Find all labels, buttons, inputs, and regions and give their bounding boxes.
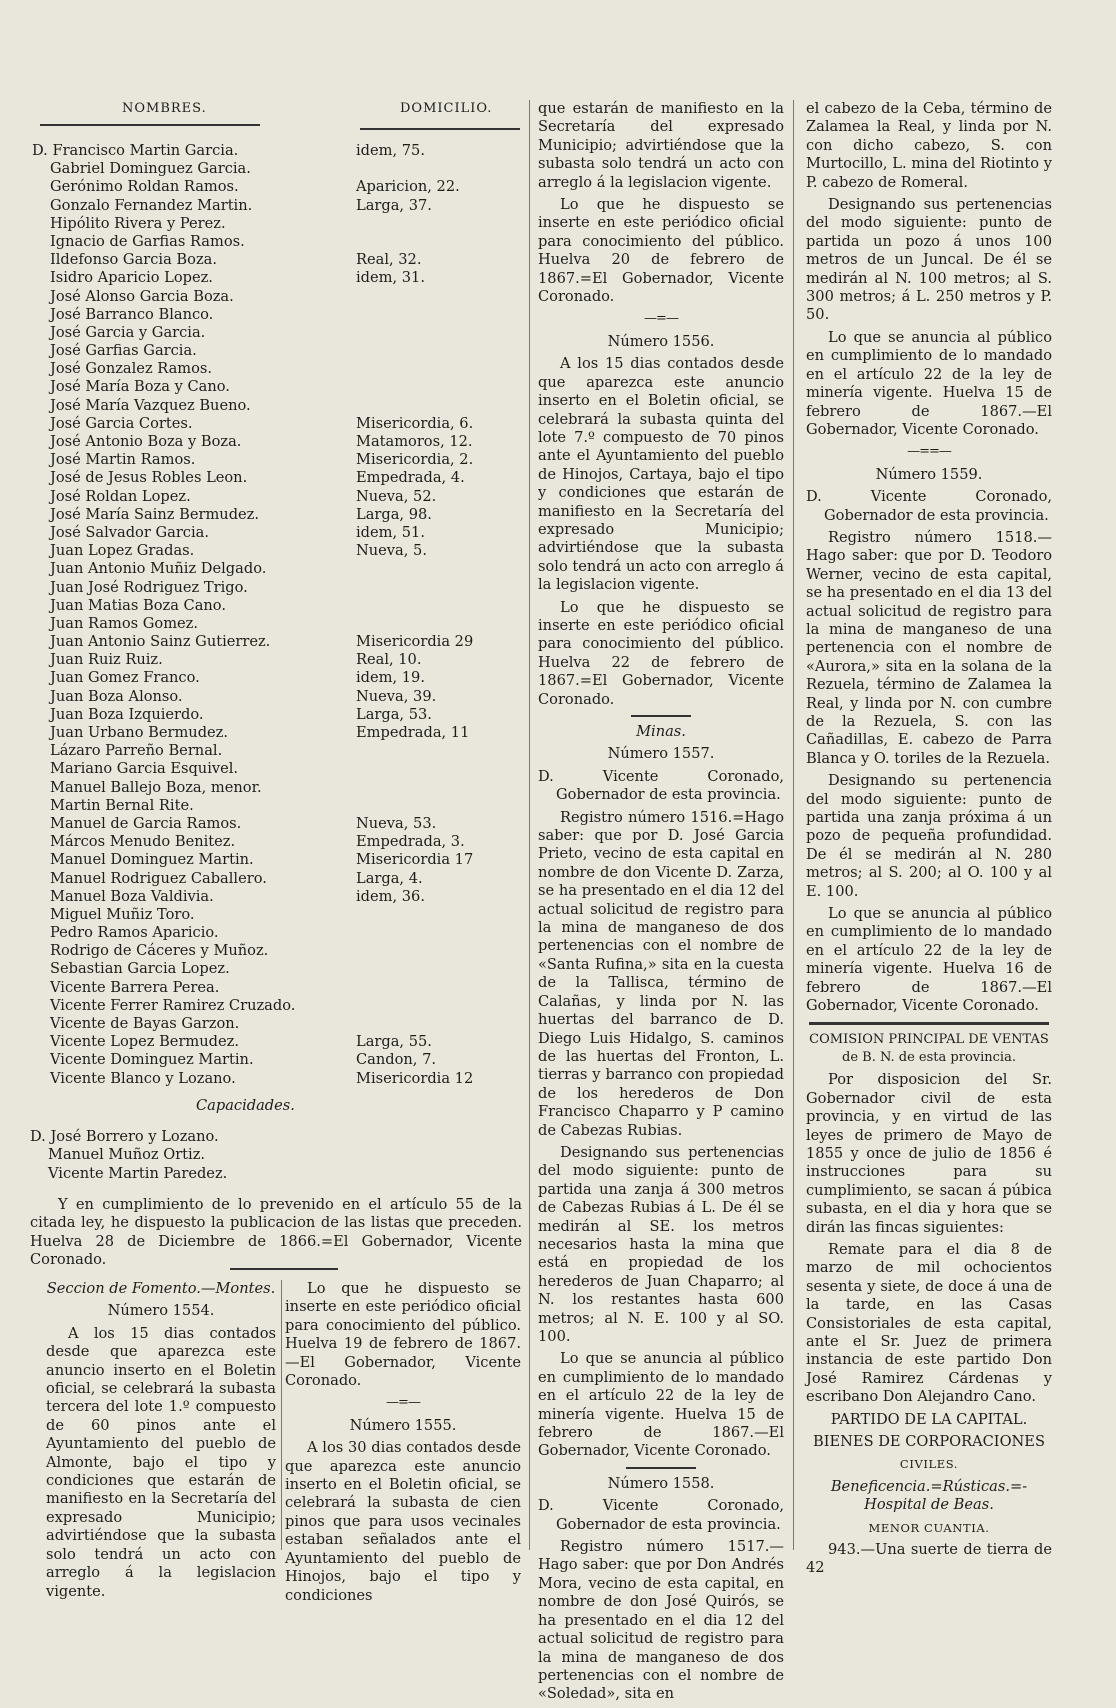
registry-name: Juan Antonio Muñiz Delgado. xyxy=(50,560,267,578)
header-rule xyxy=(40,124,260,126)
notice-body: Registro número 1516.=Hago saber: que por D. José Garcia Prieto, vecino de esta capital en nombre de don Vicente D. Zarza, se ha presentado en el dia 12 del actual solicitud de registro para la mina de manganeso de dos pertenencias con el nombre de «Santa Rufina,» sita en la cuesta de la Tallisca, término de Calañas, y linda por N. las huertas del barranco de D. Diego Luis Hidalgo, S. caminos de las huertas del Fronton, L. tierras y barranco con propiedad de los herederos de Don Francisco Chaparro y P camino de Cabezas Rubias. xyxy=(538,808,784,1139)
registry-name: Mariano Garcia Esquivel. xyxy=(50,760,239,778)
registry-name: Márcos Menudo Benitez. xyxy=(50,833,236,851)
registry-row xyxy=(30,833,525,851)
registry-domicile: idem, 19. xyxy=(356,669,425,687)
registry-name: José Antonio Boza y Boza. xyxy=(50,433,242,450)
registry-name: José Gonzalez Ramos. xyxy=(50,360,213,378)
registry-name: José María Vazquez Bueno. xyxy=(50,396,251,414)
registry-row xyxy=(30,1051,525,1069)
registry-row xyxy=(30,251,525,269)
registry-name: José Salvador Garcia. xyxy=(50,523,209,541)
registry-row xyxy=(30,269,525,287)
registry-row xyxy=(30,378,525,396)
header-domicile: DOMICILIO. xyxy=(400,101,493,116)
registry-row xyxy=(30,233,525,251)
registry-row xyxy=(30,506,525,524)
registry-name: Juan Boza Alonso. xyxy=(50,687,183,705)
registry-row xyxy=(30,306,525,324)
registry-domicile: Misericordia 17 xyxy=(356,851,474,869)
registry-name: Juan Gomez Franco. xyxy=(50,669,200,687)
notice-body: Registro número 1517.—Hago saber: que por Don Andrés Mora, vecino de esta capital, en nombre de don José Quirós, se ha presentado en el dia 12 del actual solicitud de registro para la mina de manganeso de dos pertenencias con el nombre de «Soledad», sita en xyxy=(538,1538,784,1703)
notice-number: Número 1557. xyxy=(607,745,715,763)
registry-domicile: Larga, 37. xyxy=(356,196,432,214)
registry-domicile: Larga, 53. xyxy=(356,705,432,723)
registry-domicile: Larga, 98. xyxy=(356,505,432,523)
column-four xyxy=(806,100,1052,1582)
registry-row xyxy=(30,851,525,869)
notice-body: Registro número 1518.—Hago saber: que por D. Teodoro Werner, vecino de esta capital, se ha presentado en el dia 13 del actual solicitud de registro para la mina de manganeso de una pertenencia con el nombre de «Aurora,» sita en la solana de la Rezuela, término de Zalamea la Real, y linda por N. con cumbre de la Rezuela, S. con las Cañadillas, E. cabezo de Parra Blanca y O. toriles de la Rezuela. xyxy=(806,528,1052,767)
registry-name: Pedro Ramos Aparicio. xyxy=(50,924,219,942)
registry-row xyxy=(30,779,525,797)
registry-name: Juan Urbano Bermudez. xyxy=(50,724,229,741)
registry-name: José Roldan Lopez. xyxy=(50,487,191,505)
notice-body: Lo que se anuncia al público en cumplimiento de lo mandado en el artículo 22 de la ley de minería vigente. Huelva 15 de febrero de 1867.—El Gobernador, Vicente Coronado. xyxy=(806,328,1052,438)
registry-row xyxy=(30,524,525,542)
header-rule xyxy=(360,128,520,130)
registry-name: Juan Ruiz Ruiz. xyxy=(50,651,163,669)
notice-body: Lo que he dispuesto se inserte en este periódico oficial para conocimiento del público. Huelva 19 de febrero de 1867.—El Gobernador, Vicente Coronado. xyxy=(285,1280,521,1390)
notice-body: Designando su pertenencia del modo siguiente: punto de partida una zanja próxima á un pozo de pequeña profundidad. De él se medirán al N. 280 metros; al S. 200; al O. 100 y al E. 100. xyxy=(806,772,1052,900)
header-names: NOMBRES. xyxy=(122,101,207,116)
registry-name: Vicente Dominguez Martin. xyxy=(50,1051,254,1069)
registry-name: José Martin Ramos. xyxy=(50,451,196,469)
registry-name: José Barranco Blanco. xyxy=(50,305,214,323)
comision-heading: COMISION PRINCIPAL DE VENTAS de B. N. de esta provincia. xyxy=(809,1031,1049,1065)
registry-row xyxy=(30,397,525,415)
registry-row xyxy=(30,542,525,560)
registry-row xyxy=(30,724,525,742)
section-rule xyxy=(809,1022,1049,1025)
separator: —=— xyxy=(386,1395,420,1411)
registry-domicile: Larga, 55. xyxy=(356,1033,432,1051)
registry-name: Martin Bernal Rite. xyxy=(50,796,194,814)
registry-row xyxy=(30,960,525,978)
registry-domicile: Real, 10. xyxy=(356,651,422,669)
registry-name: Vicente Ferrer Ramirez Cruzado. xyxy=(50,996,296,1014)
registry-row xyxy=(30,688,525,706)
registry-domicile: Misericordia 12 xyxy=(356,1069,474,1087)
registry-name: Vicente Lopez Bermudez. xyxy=(50,1033,239,1051)
registry-domicile: Nueva, 5. xyxy=(356,542,427,560)
notice-number: Número 1558. xyxy=(607,1474,715,1492)
section-rule xyxy=(626,1467,696,1469)
registry-domicile: Empedrada, 3. xyxy=(356,833,465,851)
registry-domicile: Real, 32. xyxy=(356,251,422,269)
registry-row xyxy=(30,924,525,942)
civiles-heading: CIVILES. xyxy=(899,1457,959,1472)
registry-name: Rodrigo de Cáceres y Muñoz. xyxy=(50,942,269,960)
menor-cuantia-heading: MENOR CUANTIA. xyxy=(868,1520,990,1535)
registry-name: Juan Lopez Gradas. xyxy=(50,542,195,560)
partido-heading: PARTIDO DE LA CAPITAL. xyxy=(830,1410,1028,1428)
capacidades-list xyxy=(30,1128,227,1183)
registry-name: Miguel Muñiz Toro. xyxy=(50,905,195,923)
registry-name: Juan Boza Izquierdo. xyxy=(50,705,204,723)
registry-row xyxy=(30,433,525,451)
column-divider xyxy=(529,100,530,1550)
notice-body: que estarán de manifiesto en la Secretaría del expresado Municipio; advirtiéndose que la subasta solo tendrá un acto con arreglo á la legislacion vigente. xyxy=(538,100,784,191)
notice-number: Número 1556. xyxy=(607,332,715,350)
registry-row xyxy=(30,706,525,724)
notice-number: Número 1554. xyxy=(107,1302,215,1320)
registry-name: Manuel Rodriguez Caballero. xyxy=(50,869,267,887)
registry-row xyxy=(30,142,525,160)
registry-name: Hipólito Rivera y Perez. xyxy=(50,214,226,232)
registry-row xyxy=(30,870,525,888)
registry-row xyxy=(30,324,525,342)
section-title: Seccion de Fomento.—Montes. xyxy=(46,1280,276,1297)
registry-domicile: Empedrada, 4. xyxy=(356,469,465,487)
registry-name: José Garfias Garcia. xyxy=(50,342,197,360)
notice-body: Lo que se anuncia al público en cumplimiento de lo mandado en el artículo 22 de la ley de minería vigente. Huelva 15 de febrero de 1867.—El Gobernador, Vicente Coronado. xyxy=(538,1350,784,1460)
registry-domicile: Candon, 7. xyxy=(356,1051,436,1069)
registry-name: Sebastian Garcia Lopez. xyxy=(50,960,230,978)
registry-closing: Y en cumplimiento de lo prevenido en el artículo 55 de la citada ley, he dispuesto la publicacion de las listas que preceden. Huelva 28 de Diciembre de 1866.=El Gobernador, Vicente Coronado. xyxy=(30,1196,522,1269)
governor-line: D. Vicente Coronado, Gobernador de esta provincia. xyxy=(538,1497,784,1533)
registry-name: José María Sainz Bermudez. xyxy=(50,505,260,523)
registry-domicile: Nueva, 53. xyxy=(356,814,437,832)
registry-row xyxy=(30,360,525,378)
registry-domicile: Nueva, 52. xyxy=(356,487,437,505)
registry-name: Ildefonso Garcia Boza. xyxy=(50,251,217,269)
registry-name: Manuel Boza Valdivia. xyxy=(50,887,214,905)
registry-name: Gerónimo Roldan Ramos. xyxy=(50,178,239,196)
registry-row xyxy=(30,633,525,651)
registry-row xyxy=(30,488,525,506)
capacidad-item: Manuel Muñoz Ortiz. xyxy=(48,1146,206,1164)
registry-row xyxy=(30,742,525,760)
registry-row xyxy=(30,942,525,960)
registry-domicile: Aparicion, 22. xyxy=(356,178,460,196)
registry-row xyxy=(30,888,525,906)
registry-row xyxy=(30,906,525,924)
registry-row xyxy=(30,288,525,306)
registry-domicile: idem, 51. xyxy=(356,523,425,541)
registry-name: Juan José Rodriguez Trigo. xyxy=(50,578,248,596)
registry-row xyxy=(30,597,525,615)
registry-rows xyxy=(30,142,525,1088)
registry-name: Isidro Aparicio Lopez. xyxy=(50,269,213,287)
notice-body: Designando sus pertenencias del modo siguiente: punto de partida un pozo á unos 100 metros de un Juncal. De él se medirán al N. 100 metros; al S. 300 metros; á L. 250 metros y P. 50. xyxy=(806,196,1052,324)
registry-row xyxy=(30,415,525,433)
registry-name: Gabriel Dominguez Garcia. xyxy=(50,160,251,178)
notice-body: Remate para el dia 8 de marzo de mil ochocientos sesenta y siete, de doce á una de la tarde, en las Casas Consistoriales de esta capital, ante el Sr. Juez de primera instancia de este partido Don José Ramirez Cárdenas y escribano Don Alejandro Cano. xyxy=(806,1240,1052,1406)
registry-name: José de Jesus Robles Leon. xyxy=(50,469,248,487)
registry-row xyxy=(30,342,525,360)
governor-line: D. Vicente Coronado, Gobernador de esta provincia. xyxy=(806,488,1052,524)
registry-row xyxy=(30,669,525,687)
registry-name: José Garcia Cortes. xyxy=(50,414,193,432)
registry-domicile: idem, 36. xyxy=(356,887,425,905)
registry-name: Lázaro Parreño Bernal. xyxy=(50,742,223,760)
registry-name: Vicente de Bayas Garzon. xyxy=(50,1015,240,1032)
registry-row xyxy=(30,615,525,633)
registry-name: D. Francisco Martin Garcia. xyxy=(32,142,239,159)
section-rule xyxy=(230,1268,338,1270)
registry-row xyxy=(30,451,525,469)
registry-row xyxy=(30,1015,525,1033)
notice-body: el cabezo de la Ceba, término de Zalamea la Real, y linda por N. con dicho cabezo, S. con Murtocillo, L. mina del Riotinto y P. cabezo de Romeral. xyxy=(806,100,1052,191)
notice-body: A los 15 dias contados desde que aparezca este anuncio inserto en el Boletin oficial, se celebrará la subasta tercera del lote 1.º compuesto de 60 pinos ante el Ayuntamiento del pueblo de Almonte, bajo el tipo y condiciones que estarán de manifiesto en la Secretaría del expresado Municipio; advirtiéndose que la subasta solo tendrá un acto con arreglo á la legislacion vigente. xyxy=(46,1324,276,1600)
registry-name: Manuel Dominguez Martin. xyxy=(50,851,254,869)
capacidad-item: Vicente Martin Paredez. xyxy=(48,1164,228,1182)
registry-domicile: idem, 31. xyxy=(356,269,425,287)
column-1555 xyxy=(285,1280,521,1609)
registry-name: Manuel de Garcia Ramos. xyxy=(50,814,242,832)
registry-domicile: Empedrada, 11 xyxy=(356,724,470,741)
governor-line: D. Vicente Coronado, Gobernador de esta provincia. xyxy=(538,767,784,804)
registry-domicile: Misericordia, 6. xyxy=(356,414,474,432)
separator: —=— xyxy=(644,311,678,327)
registry-row xyxy=(30,178,525,196)
notice-number: Número 1559. xyxy=(875,465,983,483)
separator: —==— xyxy=(907,444,951,460)
notice-body: Lo que he dispuesto se inserte en este periódico oficial para conocimiento del público. Huelva 22 de febrero de 1867.=El Gobernador, Vicente Coronado. xyxy=(538,598,784,708)
registry-row xyxy=(30,760,525,778)
bienes-heading: BIENES DE CORPORACIONES xyxy=(813,1433,1045,1451)
column-three xyxy=(538,100,784,1708)
registry-name: Vicente Blanco y Lozano. xyxy=(50,1069,236,1087)
registry-domicile: Misericordia, 2. xyxy=(356,451,474,469)
registry-name: José Garcia y Garcia. xyxy=(50,323,206,341)
registry-domicile: idem, 75. xyxy=(356,142,425,159)
notice-body: 943.—Una suerte de tierra de 42 xyxy=(806,1541,1052,1577)
registry-row xyxy=(30,997,525,1015)
section-rule xyxy=(631,715,691,717)
registry-name: Manuel Ballejo Boza, menor. xyxy=(50,778,262,796)
registry-row xyxy=(30,651,525,669)
registry-row xyxy=(30,469,525,487)
registry-row xyxy=(30,197,525,215)
notice-body: A los 15 dias contados desde que aparezca este anuncio inserto en el Boletin oficial, se celebrará la subasta quinta del lote 7.º compuesto de 70 pinos ante el Ayuntamiento del pueblo de Hinojos, Cartaya, bajo el tipo y condiciones que estarán de manifiesto en la Secretaría del expresado Municipio; advirtiéndose que la subasta solo tendrá un acto con arreglo á la legislacion vigente. xyxy=(538,355,784,594)
notice-body: Por disposicion del Sr. Gobernador civil de esta provincia, y en virtud de las leyes de primero de Mayo de 1855 y once de julio de 1856 é instrucciones para su cumplimiento, se sacan á púbica subasta, en el dia y hora que se dirán las fincas siguientes: xyxy=(806,1071,1052,1236)
registry-row xyxy=(30,560,525,578)
beneficencia-heading: Beneficencia.=Rústicas.=-Hospital de Beas. xyxy=(830,1477,1028,1514)
notice-number: Número 1555. xyxy=(349,1416,457,1434)
registry-name: José María Boza y Cano. xyxy=(50,378,230,396)
section-title: Minas. xyxy=(636,723,686,740)
capacidad-item: D. José Borrero y Lozano. xyxy=(30,1128,219,1145)
registry-name: Juan Matias Boza Cano. xyxy=(50,596,226,614)
capacidades-title: Capacidades. xyxy=(196,1097,295,1114)
registry-row xyxy=(30,815,525,833)
column-divider xyxy=(793,100,794,1550)
registry-row xyxy=(30,797,525,815)
notice-body: Lo que he dispuesto se inserte en este periódico oficial para conocimiento del público. Huelva 20 de febrero de 1867.=El Gobernador, Vicente Coronado. xyxy=(538,196,784,306)
registry-row xyxy=(30,1070,525,1088)
registry-domicile: Larga, 4. xyxy=(356,869,423,887)
registry-name: Gonzalo Fernandez Martin. xyxy=(50,196,253,214)
registry-domicile: Nueva, 39. xyxy=(356,687,437,705)
notice-body: Lo que se anuncia al público en cumplimiento de lo mandado en el artículo 22 de la ley de minería vigente. Huelva 16 de febrero de 1867.—El Gobernador, Vicente Coronado. xyxy=(806,905,1052,1015)
notice-body: Designando sus pertenencias del modo siguiente: punto de partida una zanja á 300 metros de Cabezas Rubias á L. De él se medirán al SE. los metros necesarios hasta la mina que está en propiedad de los herederos de Juan Chaparro; al N. los restantes hasta 600 metros; al N. E. 100 y al SO. 100. xyxy=(538,1143,784,1345)
registry-row xyxy=(30,160,525,178)
registry-row xyxy=(30,579,525,597)
registry-domicile: Misericordia 29 xyxy=(356,633,474,651)
registry-name: Juan Antonio Sainz Gutierrez. xyxy=(50,633,271,651)
notice-body: A los 30 dias contados desde que aparezca este anuncio inserto en el Boletin oficial, se celebrará la subasta de cien pinos que para usos vecinales estaban señalados ante el Ayuntamiento del pueblo de Hinojos, bajo el tipo y condiciones xyxy=(285,1439,521,1604)
registry-row xyxy=(30,979,525,997)
registry-row xyxy=(30,215,525,233)
registry-name: Ignacio de Garfias Ramos. xyxy=(50,232,245,250)
registry-name: Juan Ramos Gomez. xyxy=(50,614,199,632)
registry-row xyxy=(30,1033,525,1051)
registry-name: José Alonso Garcia Boza. xyxy=(50,287,234,305)
column-montes xyxy=(46,1280,276,1605)
column-divider xyxy=(281,1280,282,1550)
registry-name: Vicente Barrera Perea. xyxy=(50,978,220,996)
registry-domicile: Matamoros, 12. xyxy=(356,433,473,450)
